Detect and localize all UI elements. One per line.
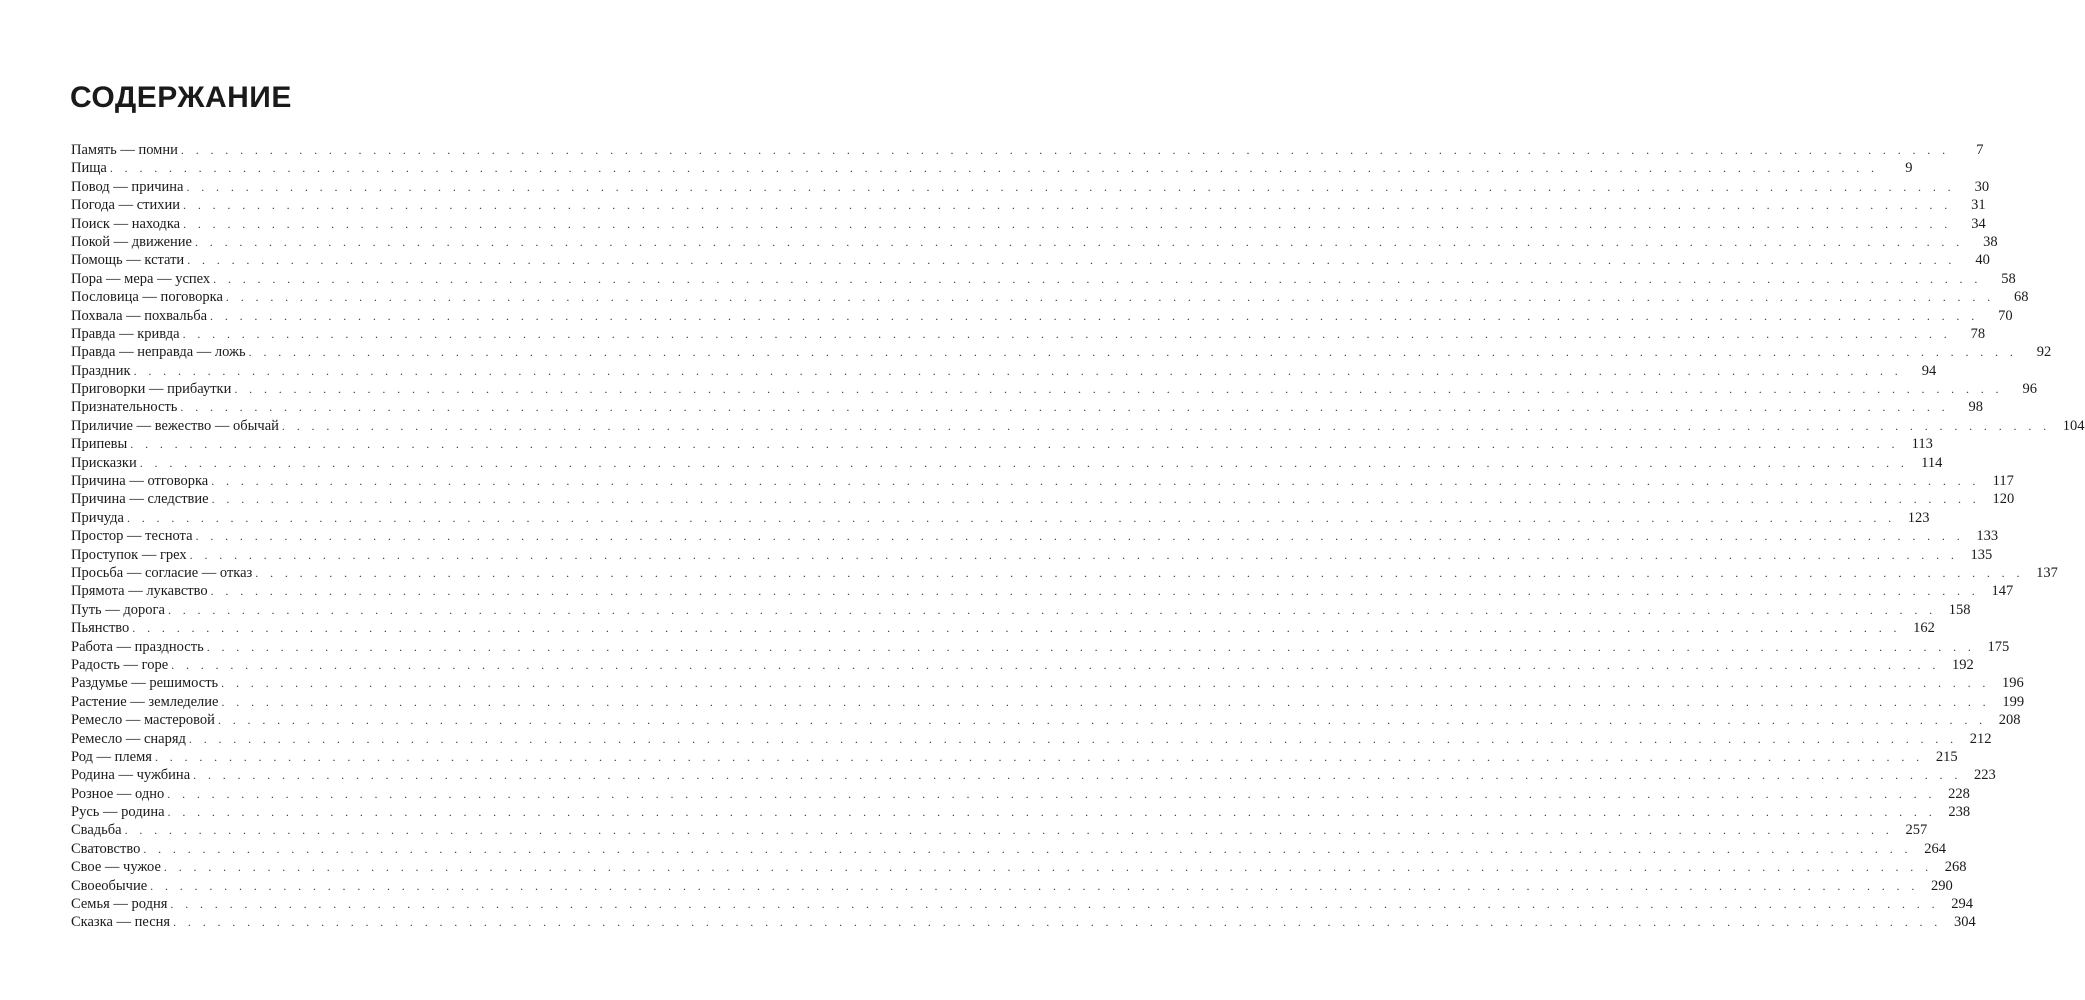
dot-leader: . . . . . . . . . . . . . . . . . . . . . . . . . . . . . . . . . . . . . . . . . . . . . . . . . . . . . . . . . . . . . . . . . . . . . . . . . . . . . . . . . . . . . . . . . . . . . . . . . . . . . . . . . . . . . . . . . . . . . . . .	[195, 234, 1964, 249]
dot-leader: . . . . . . . . . . . . . . . . . . . . . . . . . . . . . . . . . . . . . . . . . . . . . . . . . . . . . . . . . . . . . . . . . . . . . . . . . . . . . . . . . . . . . . . . . . . . . . . . . . . . . . . . . . . . . . . . . . . . . . . .	[188, 731, 1958, 746]
toc-entry	[71, 766, 1996, 784]
dot-leader: . . . . . . . . . . . . . . . . . . . . . . . . . . . . . . . . . . . . . . . . . . . . . . . . . . . . . . . . . . . . . . . . . . . . . . . . . . . . . . . . . . . . . . . . . . . . . . . . . . . . . . . . . . . . . . . . . . . . . . . .	[180, 400, 1950, 415]
toc-entry-page-number: 294	[1951, 896, 1973, 913]
toc-entry-title: Своеобычие	[71, 877, 148, 894]
toc-entry-title: Просьба — согласие — отказ	[71, 564, 253, 581]
toc-entry-page-number: 123	[1907, 509, 1930, 526]
dot-leader: . . . . . . . . . . . . . . . . . . . . . . . . . . . . . . . . . . . . . . . . . . . . . . . . . . . . . . . . . . . . . . . . . . . . . . . . . . . . . . . . . . . . . . . . . . . . . . . . . . . . . . . . . . . . . . . . . . . . . . . .	[186, 179, 1956, 194]
dot-leader: . . . . . . . . . . . . . . . . . . . . . . . . . . . . . . . . . . . . . . . . . . . . . . . . . . . . . . . . . . . . . . . . . . . . . . . . . . . . . . . . . . . . . . . . . . . . . . . . . . . . . . . . . . . . . . . . . . . . . . . .	[171, 657, 1940, 672]
toc-entry-title: Присказки	[71, 454, 137, 471]
toc-entry-page-number: 196	[2002, 675, 2024, 692]
toc-entry	[71, 858, 1967, 876]
toc-entry	[71, 527, 1999, 545]
toc-entry-title: Ремесло — снаряд	[71, 730, 186, 747]
toc-entry	[71, 472, 2014, 490]
toc-entry-page-number: 7	[1976, 142, 1984, 158]
toc-entry	[71, 546, 1993, 564]
dot-leader: . . . . . . . . . . . . . . . . . . . . . . . . . . . . . . . . . . . . . . . . . . . . . . . . . . . . . . . . . . . . . . . . . . . . . . . . . . . . . . . . . . . . . . . . . . . . . . . . . . . . . . . . . . . . . . . . . . . . . . . .	[225, 290, 1995, 305]
toc-entry-title: Причуда	[71, 509, 124, 526]
dot-leader: . . . . . . . . . . . . . . . . . . . . . . . . . . . . . . . . . . . . . . . . . . . . . . . . . . . . . . . . . . . . . . . . . . . . . . . . . . . . . . . . . . . . . . . . . . . . . . . . . . . . . . . . . . . . . . . . . . . . . . . .	[167, 805, 1937, 820]
toc-entry-title: Причина — отговорка	[71, 473, 209, 490]
dot-leader: . . . . . . . . . . . . . . . . . . . . . . . . . . . . . . . . . . . . . . . . . . . . . . . . . . . . . . . . . . . . . . . . . . . . . . . . . . . . . . . . . . . . . . . . . . . . . . . . . . . . . . . . . . . . . . . . . . . . . . . .	[221, 676, 1990, 691]
toc-entry	[71, 638, 2010, 656]
toc-entry-title: Свадьба	[71, 822, 122, 839]
toc-entry-page-number: 9	[1905, 160, 1913, 177]
toc-entry-title: Правда — кривда	[71, 325, 180, 342]
toc-entry-title: Родина — чужбина	[71, 767, 191, 784]
toc-entry-page-number: 264	[1924, 840, 1946, 857]
dot-leader: . . . . . . . . . . . . . . . . . . . . . . . . . . . . . . . . . . . . . . . . . . . . . . . . . . . . . . . . . . . . . . . . . . . . . . . . . . . . . . . . . . . . . . . . . . . . . . . . . . . . . . . . . . . . . . . . . . . . . . . .	[143, 841, 1912, 856]
toc-entry	[71, 325, 1986, 343]
dot-leader: . . . . . . . . . . . . . . . . . . . . . . . . . . . . . . . . . . . . . . . . . . . . . . . . . . . . . . . . . . . . . . . . . . . . . . . . . . . . . . . . . . . . . . . . . . . . . . . . . . . . . . . . . . . . . . . . . . . . . . . .	[170, 897, 1939, 912]
toc-entry-title: Пьянство	[71, 620, 130, 637]
toc-entry-page-number: 158	[1948, 601, 1971, 618]
dot-leader: . . . . . . . . . . . . . . . . . . . . . . . . . . . . . . . . . . . . . . . . . . . . . . . . . . . . . . . . . . . . . . . . . . . . . . . . . . . . . . . . . . . . . . . . . . . . . . . . . . . . . . . . . . . . . . . . . . . . . . . .	[139, 455, 1909, 470]
toc-entry-page-number: 30	[1974, 178, 1990, 195]
toc-entry-page-number: 78	[1970, 325, 1986, 342]
toc-entry	[71, 380, 2037, 398]
toc-entry-page-number: 208	[1998, 712, 2021, 729]
toc-entry-title: Приговорки — прибаутки	[71, 381, 232, 398]
dot-leader: . . . . . . . . . . . . . . . . . . . . . . . . . . . . . . . . . . . . . . . . . . . . . . . . . . . . . . . . . . . . . . . . . . . . . . . . . . . . . . . . . . . . . . . . . . . . . . . . . . . . . . . . . . . . . . . . . . . . . . . .	[255, 565, 2024, 580]
toc-entry-page-number: 199	[2002, 693, 2025, 710]
toc-entry-title: Ремесло — мастеровой	[71, 712, 215, 729]
toc-entry-page-number: 114	[1921, 454, 1943, 471]
toc-entry-page-number: 257	[1905, 822, 1928, 839]
toc-entry-title: Радость — горе	[71, 656, 169, 673]
toc-entry	[71, 159, 1913, 177]
toc-entry	[71, 601, 1971, 619]
table-of-contents	[71, 141, 2085, 932]
dot-leader: . . . . . . . . . . . . . . . . . . . . . . . . . . . . . . . . . . . . . . . . . . . . . . . . . . . . . . . . . . . . . . . . . . . . . . . . . . . . . . . . . . . . . . . . . . . . . . . . . . . . . . . . . . . . . . . . . . . . . . . .	[210, 308, 1979, 323]
dot-leader: . . . . . . . . . . . . . . . . . . . . . . . . . . . . . . . . . . . . . . . . . . . . . . . . . . . . . . . . . . . . . . . . . . . . . . . . . . . . . . . . . . . . . . . . . . . . . . . . . . . . . . . . . . . . . . . . . . . . . . . .	[150, 878, 1919, 893]
toc-entry	[71, 785, 1970, 803]
dot-leader: . . . . . . . . . . . . . . . . . . . . . . . . . . . . . . . . . . . . . . . . . . . . . . . . . . . . . . . . . . . . . . . . . . . . . . . . . . . . . . . . . . . . . . . . . . . . . . . . . . . . . . . . . . . . . . . . . . . . . . . .	[213, 271, 1982, 286]
toc-entry-page-number: 34	[1971, 215, 1986, 232]
toc-entry	[71, 619, 1935, 637]
toc-entry-page-number: 31	[1971, 197, 1986, 214]
toc-entry-page-number: 192	[1952, 656, 1974, 673]
toc-entry-title: Память — помни	[71, 142, 178, 158]
toc-entry-page-number: 40	[1975, 252, 1990, 269]
toc-entry	[71, 490, 2015, 508]
dot-leader: . . . . . . . . . . . . . . . . . . . . . . . . . . . . . . . . . . . . . . . . . . . . . . . . . . . . . . . . . . . . . . . . . . . . . . . . . . . . . . . . . . . . . . . . . . . . . . . . . . . . . . . . . . . . . . . . . . . . . . . .	[133, 363, 1903, 378]
toc-entry-page-number: 223	[1974, 767, 1996, 784]
toc-entry-title: Помощь — кстати	[71, 252, 185, 269]
dot-leader: . . . . . . . . . . . . . . . . . . . . . . . . . . . . . . . . . . . . . . . . . . . . . . . . . . . . . . . . . . . . . . . . . . . . . . . . . . . . . . . . . . . . . . . . . . . . . . . . . . . . . . . . . . . . . . . . . . . . . . . .	[217, 713, 1987, 728]
toc-entry-title: Русь — родина	[71, 804, 165, 821]
dot-leader: . . . . . . . . . . . . . . . . . . . . . . . . . . . . . . . . . . . . . . . . . . . . . . . . . . . . . . . . . . . . . . . . . . . . . . . . . . . . . . . . . . . . . . . . . . . . . . . . . . . . . . . . . . . . . . . . . . . . . . . .	[211, 492, 1981, 507]
dot-leader: . . . . . . . . . . . . . . . . . . . . . . . . . . . . . . . . . . . . . . . . . . . . . . . . . . . . . . . . . . . . . . . . . . . . . . . . . . . . . . . . . . . . . . . . . . . . . . . . . . . . . . . . . . . . . . . . . . . . . . . .	[189, 547, 1959, 562]
dot-leader: . . . . . . . . . . . . . . . . . . . . . . . . . . . . . . . . . . . . . . . . . . . . . . . . . . . . . . . . . . . . . . . . . . . . . . . . . . . . . . . . . . . . . . . . . . . . . . . . . . . . . . . . . . . . . . . . . . . . . . . .	[221, 694, 1991, 709]
toc-entry-title: Похвала — похвальба	[71, 307, 208, 324]
toc-entry-page-number: 135	[1970, 546, 1993, 563]
toc-entry-page-number: 113	[1911, 436, 1933, 453]
toc-entry-title: Приличие — вежество — обычай	[71, 417, 279, 434]
toc-entry-page-number: 175	[1987, 638, 2010, 655]
toc-entry	[71, 730, 1992, 748]
dot-leader: . . . . . . . . . . . . . . . . . . . . . . . . . . . . . . . . . . . . . . . . . . . . . . . . . . . . . . . . . . . . . . . . . . . . . . . . . . . . . . . . . . . . . . . . . . . . . . . . . . . . . . . . . . . . . . . . . . . . . . . .	[248, 345, 2018, 360]
toc-entry-page-number: 120	[1992, 491, 2015, 508]
dot-leader: . . . . . . . . . . . . . . . . . . . . . . . . . . . . . . . . . . . . . . . . . . . . . . . . . . . . . . . . . . . . . . . . . . . . . . . . . . . . . . . . . . . . . . . . . . . . . . . . . . . . . . . . . . . . . . . . . . . . . . . .	[195, 529, 1965, 544]
toc-entry-title: Сказка — песня	[71, 914, 171, 931]
dot-leader: . . . . . . . . . . . . . . . . . . . . . . . . . . . . . . . . . . . . . . . . . . . . . . . . . . . . . . . . . . . . . . . . . . . . . . . . . . . . . . . . . . . . . . . . . . . . . . . . . . . . . . . . . . . . . . . . . . . . . . . .	[132, 621, 1901, 636]
toc-entry-title: Простор — теснота	[71, 528, 193, 545]
dot-leader: . . . . . . . . . . . . . . . . . . . . . . . . . . . . . . . . . . . . . . . . . . . . . . . . . . . . . . . . . . . . . . . . . . . . . . . . . . . . . . . . . . . . . . . . . . . . . . . . . . . . . . . . . . . . . . . . . . . . . . . .	[206, 639, 1976, 654]
toc-entry	[71, 693, 2025, 711]
toc-entry-title: Сватовство	[71, 840, 141, 857]
dot-leader: . . . . . . . . . . . . . . . . . . . . . . . . . . . . . . . . . . . . . . . . . . . . . . . . . . . . . . . . . . . . . . . . . . . . . . . . . . . . . . . . . . . . . . . . . . . . . . . . . . . . . . . . . . . . . . . . . . . . . . . .	[163, 860, 1933, 875]
toc-entry-title: Проступок — грех	[71, 546, 187, 563]
toc-entry	[71, 564, 2058, 582]
dot-leader: . . . . . . . . . . . . . . . . . . . . . . . . . . . . . . . . . . . . . . . . . . . . . . . . . . . . . . . . . . . . . . . . . . . . . . . . . . . . . . . . . . . . . . . . . . . . . . . . . . . . . . . . . . . . . . . . . . . . . . . .	[182, 326, 1952, 341]
toc-entry-page-number: 104	[2062, 417, 2085, 434]
toc-entry-page-number: 133	[1976, 528, 1999, 545]
dot-leader: . . . . . . . . . . . . . . . . . . . . . . . . . . . . . . . . . . . . . . . . . . . . . . . . . . . . . . . . . . . . . . . . . . . . . . . . . . . . . . . . . . . . . . . . . . . . . . . . . . . . . . . . . . . . . . . . . . . . . . . .	[167, 786, 1936, 801]
toc-entry	[71, 215, 1986, 233]
toc-entry	[71, 196, 1986, 214]
dot-leader: . . . . . . . . . . . . . . . . . . . . . . . . . . . . . . . . . . . . . . . . . . . . . . . . . . . . . . . . . . . . . . . . . . . . . . . . . . . . . . . . . . . . . . . . . . . . . . . . . . . . . . . . . . . . . . . . . . . . . . . .	[193, 768, 1962, 783]
toc-entry-title: Признательность	[71, 399, 178, 416]
dot-leader: . . . . . . . . . . . . . . . . . . . . . . . . . . . . . . . . . . . . . . . . . . . . . . . . . . . . . . . . . . . . . . . . . . . . . . . . . . . . . . . . . . . . . . . . . . . . . . . . . . . . . . . . . . . . . . . . . . . . . . . .	[130, 437, 1899, 452]
toc-entry	[71, 748, 1958, 766]
toc-entry-page-number: 290	[1931, 877, 1953, 894]
toc-entry-title: Пословица — поговорка	[71, 289, 223, 306]
dot-leader: . . . . . . . . . . . . . . . . . . . . . . . . . . . . . . . . . . . . . . . . . . . . . . . . . . . . . . . . . . . . . . . . . . . . . . . . . . . . . . . . . . . . . . . . . . . . . . . . . . . . . . . . . . . . . . . . . . . . . . . .	[281, 418, 2051, 433]
toc-entry-page-number: 137	[2036, 564, 2058, 581]
toc-entry-title: Розное — одно	[71, 785, 165, 802]
toc-entry	[71, 251, 1990, 269]
toc-entry-page-number: 215	[1935, 748, 1958, 765]
toc-entry-title: Раздумье — решимость	[71, 675, 219, 692]
toc-entry	[71, 821, 1928, 839]
toc-entry-title: Пора — мера — успех	[71, 270, 211, 287]
toc-entry	[71, 454, 1943, 472]
toc-entry-page-number: 212	[1969, 730, 1992, 747]
toc-entry-page-number: 94	[1921, 362, 1937, 379]
toc-entry	[71, 270, 2016, 288]
toc-entry-page-number: 162	[1913, 620, 1935, 637]
dot-leader: . . . . . . . . . . . . . . . . . . . . . . . . . . . . . . . . . . . . . . . . . . . . . . . . . . . . . . . . . . . . . . . . . . . . . . . . . . . . . . . . . . . . . . . . . . . . . . . . . . . . . . . . . . . . . . . . . . . . . . . .	[183, 216, 1952, 231]
toc-entry	[71, 913, 1976, 931]
toc-entry	[71, 141, 1984, 159]
toc-entry-page-number: 38	[1983, 233, 1998, 250]
toc-entry	[71, 509, 1930, 527]
toc-entry	[71, 233, 1998, 251]
toc-entry-title: Путь — дорога	[71, 601, 165, 618]
toc-entry-title: Семья — родня	[71, 896, 168, 913]
toc-entry	[71, 343, 2052, 361]
toc-entry-title: Припевы	[71, 436, 128, 453]
dot-leader: . . . . . . . . . . . . . . . . . . . . . . . . . . . . . . . . . . . . . . . . . . . . . . . . . . . . . . . . . . . . . . . . . . . . . . . . . . . . . . . . . . . . . . . . . . . . . . . . . . . . . . . . . . . . . . . . . . . . . . . .	[124, 823, 1894, 838]
toc-entry-page-number: 228	[1948, 785, 1970, 802]
toc-entry-page-number: 98	[1968, 399, 1984, 416]
toc-entry	[71, 674, 2024, 692]
toc-entry	[71, 582, 2014, 600]
toc-entry	[71, 417, 2085, 435]
toc-entry-title: Праздник	[71, 362, 131, 379]
toc-entry-page-number: 268	[1944, 859, 1967, 876]
toc-entry-title: Растение — земледелие	[71, 693, 219, 710]
toc-entry-page-number: 304	[1953, 914, 1976, 931]
toc-entry-title: Свое — чужое	[71, 859, 161, 876]
toc-entry	[71, 803, 1971, 821]
toc-entry	[71, 877, 1953, 895]
dot-leader: . . . . . . . . . . . . . . . . . . . . . . . . . . . . . . . . . . . . . . . . . . . . . . . . . . . . . . . . . . . . . . . . . . . . . . . . . . . . . . . . . . . . . . . . . . . . . . . . . . . . . . . . . . . . . . . . . . . . . . . .	[180, 143, 1950, 157]
dot-leader: . . . . . . . . . . . . . . . . . . . . . . . . . . . . . . . . . . . . . . . . . . . . . . . . . . . . . . . . . . . . . . . . . . . . . . . . . . . . . . . . . . . . . . . . . . . . . . . . . . . . . . . . . . . . . . . . . . . . . . . .	[167, 602, 1937, 617]
toc-entry-page-number: 68	[2014, 289, 2029, 306]
toc-entry	[71, 656, 1974, 674]
toc-entry-page-number: 147	[1991, 583, 2014, 600]
toc-entry	[71, 288, 2029, 306]
dot-leader: . . . . . . . . . . . . . . . . . . . . . . . . . . . . . . . . . . . . . . . . . . . . . . . . . . . . . . . . . . . . . . . . . . . . . . . . . . . . . . . . . . . . . . . . . . . . . . . . . . . . . . . . . . . . . . . . . . . . . . . .	[126, 510, 1896, 525]
toc-entry-title: Правда — неправда — ложь	[71, 344, 246, 361]
toc-entry-title: Причина — следствие	[71, 491, 209, 508]
toc-entry-page-number: 238	[1948, 804, 1971, 821]
toc-entry	[71, 711, 2021, 729]
dot-leader: . . . . . . . . . . . . . . . . . . . . . . . . . . . . . . . . . . . . . . . . . . . . . . . . . . . . . . . . . . . . . . . . . . . . . . . . . . . . . . . . . . . . . . . . . . . . . . . . . . . . . . . . . . . . . . . . . . . . . . . .	[234, 382, 2003, 397]
dot-leader: . . . . . . . . . . . . . . . . . . . . . . . . . . . . . . . . . . . . . . . . . . . . . . . . . . . . . . . . . . . . . . . . . . . . . . . . . . . . . . . . . . . . . . . . . . . . . . . . . . . . . . . . . . . . . . . . . . . . . . . .	[183, 198, 1952, 213]
toc-entry-title: Работа — праздность	[71, 638, 204, 655]
toc-entry-title: Повод — причина	[71, 178, 184, 195]
toc-entry-title: Покой — движение	[71, 233, 192, 250]
toc-entry-title: Пища	[71, 160, 107, 177]
dot-leader: . . . . . . . . . . . . . . . . . . . . . . . . . . . . . . . . . . . . . . . . . . . . . . . . . . . . . . . . . . . . . . . . . . . . . . . . . . . . . . . . . . . . . . . . . . . . . . . . . . . . . . . . . . . . . . . . . . . . . . . .	[187, 253, 1956, 268]
toc-entry-page-number: 58	[2001, 270, 2016, 287]
dot-leader: . . . . . . . . . . . . . . . . . . . . . . . . . . . . . . . . . . . . . . . . . . . . . . . . . . . . . . . . . . . . . . . . . . . . . . . . . . . . . . . . . . . . . . . . . . . . . . . . . . . . . . . . . . . . . . . . . . . . . . . .	[210, 584, 1980, 599]
toc-entry-title: Погода — стихии	[71, 197, 181, 214]
dot-leader: . . . . . . . . . . . . . . . . . . . . . . . . . . . . . . . . . . . . . . . . . . . . . . . . . . . . . . . . . . . . . . . . . . . . . . . . . . . . . . . . . . . . . . . . . . . . . . . . . . . . . . . . . . . . . . . . . . . . . . . .	[154, 749, 1924, 764]
toc-entry-title: Род — племя	[71, 748, 152, 765]
dot-leader: . . . . . . . . . . . . . . . . . . . . . . . . . . . . . . . . . . . . . . . . . . . . . . . . . . . . . . . . . . . . . . . . . . . . . . . . . . . . . . . . . . . . . . . . . . . . . . . . . . . . . . . . . . . . . . . . . . . . . . . .	[173, 915, 1942, 930]
dot-leader: . . . . . . . . . . . . . . . . . . . . . . . . . . . . . . . . . . . . . . . . . . . . . . . . . . . . . . . . . . . . . . . . . . . . . . . . . . . . . . . . . . . . . . . . . . . . . . . . . . . . . . . . . . . . . . . . . . . . . . . .	[109, 161, 1879, 176]
toc-entry-title: Прямота — лукавство	[71, 583, 208, 600]
dot-leader: . . . . . . . . . . . . . . . . . . . . . . . . . . . . . . . . . . . . . . . . . . . . . . . . . . . . . . . . . . . . . . . . . . . . . . . . . . . . . . . . . . . . . . . . . . . . . . . . . . . . . . . . . . . . . . . . . . . . . . . .	[211, 474, 1980, 489]
toc-entry	[71, 895, 1973, 913]
toc-entry	[71, 178, 1990, 196]
toc-entry-page-number: 96	[2022, 381, 2037, 398]
toc-entry	[71, 362, 1937, 380]
toc-entry-title: Поиск — находка	[71, 215, 181, 232]
page-title: СОДЕРЖАНИЕ	[70, 81, 292, 114]
toc-entry-page-number: 92	[2036, 344, 2052, 361]
toc-entry	[71, 840, 1946, 858]
toc-entry-page-number: 70	[1998, 307, 2013, 324]
toc-entry	[71, 435, 1933, 453]
toc-entry	[71, 307, 2013, 325]
toc-entry	[71, 398, 1984, 416]
toc-entry-page-number: 117	[1992, 473, 2014, 490]
